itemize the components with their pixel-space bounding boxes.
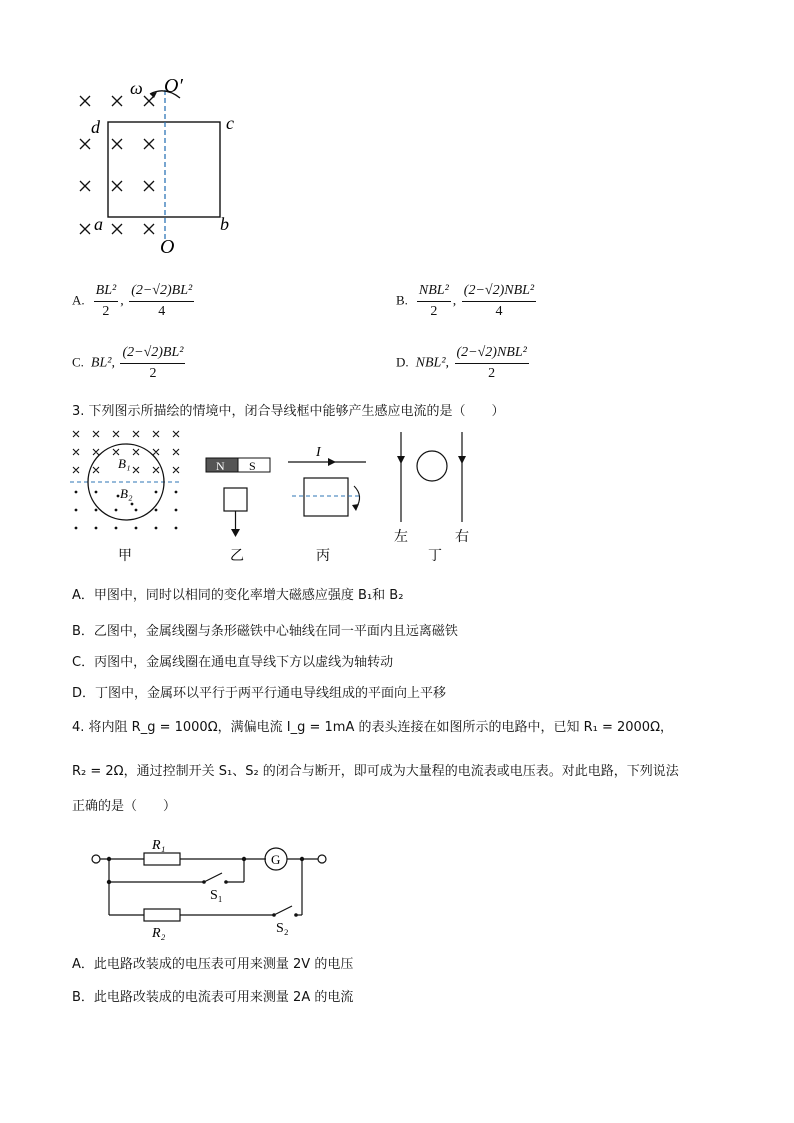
svg-text:R₂: R₂ [152,926,166,941]
r2-resistor [144,909,180,921]
ding-ring [417,451,447,481]
svg-text:S₁: S₁ [210,888,223,903]
omega-label: ω [130,78,143,98]
q3-option-c[interactable]: C．丙图中，金属线圈在通电直导线下方以虚线为轴转动 [72,655,394,670]
option-letter: A. [72,292,85,308]
svg-text:G: G [271,852,281,867]
coil-frame [108,122,220,217]
q2-option-c[interactable]: C. BL², $\frac{\text{(2−√2)BL²}}{2}$ [72,345,184,381]
q3-figures [66,426,486,566]
q2-option-d[interactable]: D. NBL², $\frac{\text{(2−√2)NBL²}}{2}$ [396,345,527,381]
svg-text:左: 左 [394,530,408,545]
yi-label: 乙 [230,549,244,564]
svg-text:N: N [216,459,225,473]
q4-line-1: 4. 将内阻 R_g = 1000Ω，满偏电流 I_g = 1mA 的表头连接在如图所示的电路中，已知 R₁ = 2000Ω， [72,720,674,735]
bing-label: 丙 [316,549,330,564]
svg-text:右: 右 [455,530,469,545]
corner-b: b [220,214,229,234]
svg-text:B₁: B₁ [118,456,131,471]
q3-option-a[interactable]: A．甲图中，同时以相同的变化率增大磁感应强度 B₁和 B₂ [72,588,404,603]
svg-text:B₂: B₂ [120,486,133,501]
o-label: O [160,236,175,258]
svg-text:S: S [249,459,256,473]
corner-a: a [94,214,103,234]
q4-line-3: 正确的是（ ） [72,799,177,814]
q2-option-a[interactable]: A. $\frac{\text{BL²}}{2}$ , $\frac{\text{(2−√2)BL²}}{4}$ [72,283,193,319]
o-prime-label: O′ [164,75,183,97]
yi-coil [224,488,247,511]
svg-text:R₁: R₁ [152,838,166,853]
r1-resistor [144,853,180,865]
q2-option-b[interactable]: B. $\frac{\text{NBL²}}{2}$ , $\frac{\text{(2−√2)NBL²}}{4}$ [396,283,535,319]
q4-line-2: R₂ = 2Ω，通过控制开关 S₁、S₂ 的闭合与断开，即可成为大量程的电流表或电压表。对此电路，下列说法 [72,764,679,779]
svg-text:I: I [316,445,321,460]
option-letter: B. [396,292,408,308]
bing-coil [304,478,348,516]
q4-circuit [86,835,336,945]
option-letter: C. [72,354,84,370]
corner-c: c [226,113,234,133]
jia-label: 甲 [118,549,132,564]
svg-text:S₂: S₂ [276,921,289,936]
q3-option-b[interactable]: B．乙图中，金属线圈与条形磁铁中心轴线在同一平面内且远离磁铁 [72,624,458,639]
corner-d: d [91,117,100,137]
option-letter: D. [396,354,409,370]
q4-option-a[interactable]: A．此电路改装成的电压表可用来测量 2V 的电压 [72,957,354,972]
coil-figure [70,70,250,260]
q3-option-d[interactable]: D．丁图中，金属环以平行于两平行通电导线组成的平面向上平移 [72,686,447,701]
ding-label: 丁 [428,549,442,564]
q3-stem: 3. 下列图示所描绘的情境中，闭合导线框中能够产生感应电流的是（ ） [72,404,505,419]
q4-option-b[interactable]: B．此电路改装成的电流表可用来测量 2A 的电流 [72,990,354,1005]
